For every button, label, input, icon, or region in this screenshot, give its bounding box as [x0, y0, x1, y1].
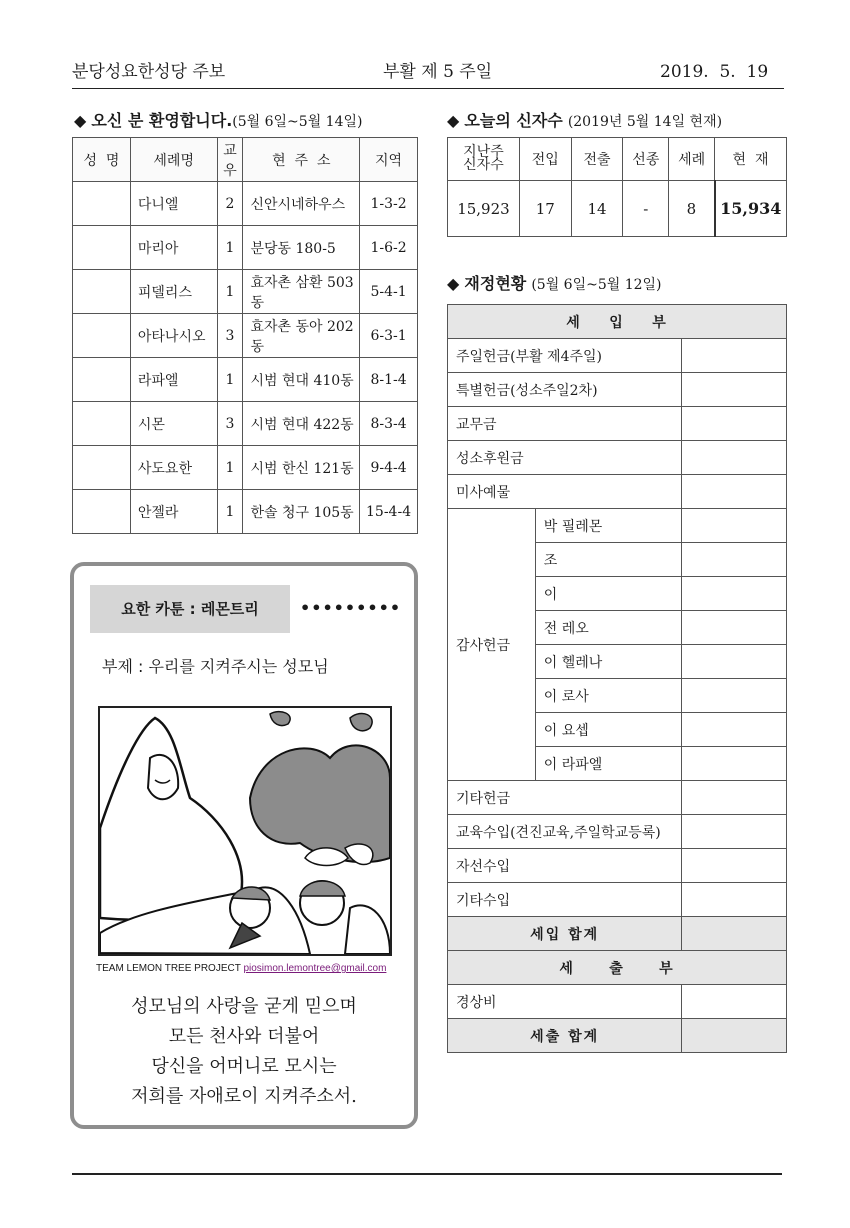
col-members: 교우 — [217, 138, 243, 182]
diamond-bullet-icon: ◆ — [447, 111, 460, 130]
header-divider — [72, 88, 784, 89]
finance-table — [447, 304, 787, 1053]
welcome-table — [72, 137, 418, 534]
cell-baptismal-name: 안젤라 — [130, 490, 217, 534]
table-row — [73, 270, 418, 314]
cell-members: 1 — [217, 446, 243, 490]
expense-total-amount — [682, 1019, 787, 1053]
expense-header-row — [448, 951, 787, 985]
thanks-donor: 박 필레몬 — [535, 509, 682, 543]
cell-district: 15-4-4 — [360, 490, 418, 534]
value-current: 15,934 — [715, 181, 787, 237]
cell-district: 6-3-1 — [360, 314, 418, 358]
value-baptized: 8 — [669, 181, 715, 237]
income-label: 교육수입(견진교육,주일학교등록) — [448, 815, 682, 849]
thanks-amount — [682, 543, 787, 577]
child-hair-right — [300, 881, 345, 896]
thanks-donor: 이 라파엘 — [535, 747, 682, 781]
cell-district: 5-4-1 — [360, 270, 418, 314]
prayer-line: 저희를 자애로이 지켜주소서. — [131, 1086, 357, 1107]
cell-members: 1 — [217, 358, 243, 402]
leaf-shape — [270, 712, 290, 726]
cell-baptismal-name: 피델리스 — [130, 270, 217, 314]
believers-section-title — [447, 110, 722, 133]
table-row — [73, 402, 418, 446]
table-row — [448, 849, 787, 883]
cell-address: 한솔 청구 105동 — [243, 490, 360, 534]
income-amount — [682, 849, 787, 883]
income-amount — [682, 815, 787, 849]
cell-name — [73, 402, 131, 446]
cell-name — [73, 182, 131, 226]
cell-name — [73, 314, 131, 358]
table-row — [73, 490, 418, 534]
cell-district: 1-3-2 — [360, 182, 418, 226]
table-row — [448, 441, 787, 475]
bulletin-date: 2019. 5. 19 — [660, 62, 769, 82]
prayer-text — [82, 992, 406, 1112]
table-row — [73, 226, 418, 270]
income-label: 주일헌금(부활 제4주일) — [448, 339, 682, 373]
cartoon-label: 요한 카툰 : 레몬트리 — [90, 585, 290, 633]
thanks-amount — [682, 611, 787, 645]
col-address: 현 주 소 — [243, 138, 360, 182]
cell-members: 3 — [217, 402, 243, 446]
income-label: 특별헌금(성소주일2차) — [448, 373, 682, 407]
col-baptized: 세례 — [669, 138, 715, 181]
income-header-row — [448, 305, 787, 339]
thanks-amount — [682, 509, 787, 543]
income-label: 성소후원금 — [448, 441, 682, 475]
table-row — [448, 373, 787, 407]
col-district: 지역 — [360, 138, 418, 182]
welcome-title-text: 오신 분 환영합니다. — [91, 111, 233, 130]
income-amount — [682, 781, 787, 815]
cell-members: 1 — [217, 270, 243, 314]
cell-members: 1 — [217, 226, 243, 270]
thanks-amount — [682, 645, 787, 679]
diamond-bullet-icon: ◆ — [74, 111, 87, 130]
cell-name — [73, 226, 131, 270]
table-row — [448, 509, 787, 543]
col-previous-count — [448, 138, 520, 181]
cell-address: 신안시네하우스 — [243, 182, 360, 226]
believers-period: (2019년 5월 14일 현재) — [567, 114, 723, 130]
believers-title-text: 오늘의 신자수 — [464, 111, 563, 130]
thanks-amount — [682, 713, 787, 747]
table-row — [73, 314, 418, 358]
cell-name — [73, 358, 131, 402]
cell-members: 3 — [217, 314, 243, 358]
thanks-donor: 이 로사 — [535, 679, 682, 713]
parish-name: 분당성요한성당 주보 — [72, 62, 226, 82]
leaf-shape — [350, 713, 372, 730]
income-label: 기타수입 — [448, 883, 682, 917]
col-moved-in: 전입 — [519, 138, 571, 181]
welcome-section-title — [74, 110, 362, 133]
income-label: 교무금 — [448, 407, 682, 441]
liturgical-week: 부활 제 5 주일 — [383, 62, 493, 82]
table-row — [448, 339, 787, 373]
cell-name — [73, 490, 131, 534]
income-header: 세 입 부 — [448, 305, 787, 339]
income-total-amount — [682, 917, 787, 951]
prayer-line: 당신을 어머니로 모시는 — [151, 1056, 337, 1077]
believers-values-row — [448, 181, 787, 237]
value-moved-out: 14 — [571, 181, 623, 237]
cell-address: 효자촌 동아 202동 — [243, 314, 360, 358]
thanks-offering-label: 감사헌금 — [448, 509, 536, 781]
col-baptismal-name: 세례명 — [130, 138, 217, 182]
cell-address: 효자촌 삼환 503동 — [243, 270, 360, 314]
income-amount — [682, 373, 787, 407]
cell-address: 시범 현대 410동 — [243, 358, 360, 402]
table-row — [448, 985, 787, 1019]
cell-district: 9-4-4 — [360, 446, 418, 490]
thanks-donor: 이 요셉 — [535, 713, 682, 747]
income-amount — [682, 883, 787, 917]
value-deceased: - — [623, 181, 669, 237]
cell-baptismal-name: 시몬 — [130, 402, 217, 446]
cell-baptismal-name: 마리아 — [130, 226, 217, 270]
expense-label: 경상비 — [448, 985, 682, 1019]
expense-amount — [682, 985, 787, 1019]
cell-address: 시범 현대 422동 — [243, 402, 360, 446]
expense-total-row — [448, 1019, 787, 1053]
table-row — [73, 182, 418, 226]
income-amount — [682, 475, 787, 509]
cell-name — [73, 446, 131, 490]
cell-address: 분당동 180-5 — [243, 226, 360, 270]
thanks-donor: 전 레오 — [535, 611, 682, 645]
table-row — [448, 407, 787, 441]
finance-period: (5월 6일~5월 12일) — [531, 277, 662, 293]
cell-name — [73, 270, 131, 314]
col-current: 현 재 — [715, 138, 787, 181]
income-label: 미사예물 — [448, 475, 682, 509]
income-label: 기타헌금 — [448, 781, 682, 815]
table-row — [448, 475, 787, 509]
income-amount — [682, 339, 787, 373]
table-row — [73, 358, 418, 402]
cell-district: 8-1-4 — [360, 358, 418, 402]
welcome-period: (5월 6일~5월 14일) — [232, 114, 363, 130]
cell-address: 시범 한신 121동 — [243, 446, 360, 490]
value-previous: 15,923 — [448, 181, 520, 237]
thanks-amount — [682, 577, 787, 611]
table-row — [448, 883, 787, 917]
table-row — [73, 446, 418, 490]
col-moved-out: 전출 — [571, 138, 623, 181]
right-figure-shape — [345, 905, 390, 954]
table-row — [448, 781, 787, 815]
cell-members: 1 — [217, 490, 243, 534]
value-moved-in: 17 — [519, 181, 571, 237]
thanks-donor: 이 헬레나 — [535, 645, 682, 679]
prayer-line: 모든 천사와 더불어 — [168, 1026, 320, 1047]
col-name: 성 명 — [73, 138, 131, 182]
welcome-header-row — [73, 138, 418, 182]
believers-table — [447, 137, 787, 237]
cloud-shape — [250, 745, 390, 862]
table-row — [448, 815, 787, 849]
thanks-amount — [682, 679, 787, 713]
cartoon-drawing — [100, 708, 390, 954]
cell-baptismal-name: 아타나시오 — [130, 314, 217, 358]
col-deceased: 선종 — [623, 138, 669, 181]
expense-total-label: 세출 합계 — [448, 1019, 682, 1053]
finance-title-text: 재정현황 — [464, 274, 527, 293]
thanks-donor: 조 — [535, 543, 682, 577]
income-amount — [682, 441, 787, 475]
income-total-row — [448, 917, 787, 951]
income-label: 자선수입 — [448, 849, 682, 883]
cartoon-illustration — [98, 706, 392, 956]
income-total-label: 세입 합계 — [448, 917, 682, 951]
cartoon-credit — [96, 963, 386, 974]
prayer-line: 성모님의 사랑을 굳게 믿으며 — [131, 996, 357, 1017]
cell-members: 2 — [217, 182, 243, 226]
credit-email-link[interactable]: piosimon.lemontree@gmail.com — [243, 963, 387, 974]
thanks-donor: 이 — [535, 577, 682, 611]
cell-baptismal-name: 다니엘 — [130, 182, 217, 226]
income-amount — [682, 407, 787, 441]
cell-district: 1-6-2 — [360, 226, 418, 270]
col-previous-line2: 신자수 — [463, 157, 504, 173]
finance-section-title — [447, 273, 662, 296]
footer-divider — [72, 1173, 782, 1175]
cartoon-dots: ••••••••• — [300, 598, 402, 617]
cell-baptismal-name: 사도요한 — [130, 446, 217, 490]
diamond-bullet-icon: ◆ — [447, 274, 460, 293]
cartoon-subtitle: 부제 : 우리를 지켜주시는 성모님 — [102, 657, 329, 676]
cell-baptismal-name: 라파엘 — [130, 358, 217, 402]
mary-veil-shape — [100, 718, 242, 920]
col-previous-line1: 지난주 — [463, 144, 504, 160]
expense-header: 세 출 부 — [448, 951, 787, 985]
believers-header-row — [448, 138, 787, 181]
credit-team: TEAM LEMON TREE PROJECT — [96, 963, 241, 974]
thanks-amount — [682, 747, 787, 781]
cell-district: 8-3-4 — [360, 402, 418, 446]
